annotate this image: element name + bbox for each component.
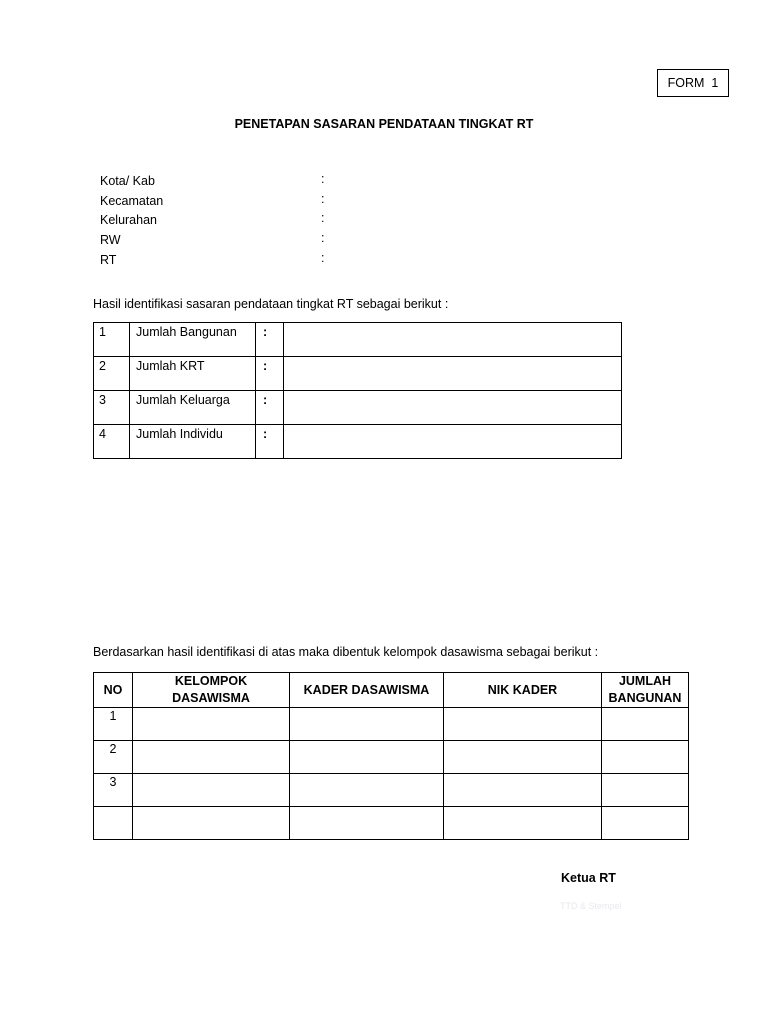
field-colon-kelurahan: : — [321, 211, 325, 225]
row-number: 3 — [94, 391, 130, 425]
header-jumlah-line1: JUMLAH — [618, 674, 672, 688]
summary-table — [93, 322, 622, 459]
field-colon-kota: : — [321, 172, 325, 186]
jumlah-cell[interactable] — [602, 807, 689, 840]
row-label: Jumlah KRT — [130, 357, 256, 391]
kelompok-cell[interactable] — [133, 741, 290, 774]
jumlah-cell[interactable] — [602, 774, 689, 807]
nik-cell[interactable] — [444, 708, 602, 741]
field-label-kecamatan: Kecamatan — [100, 194, 164, 208]
row-number — [94, 807, 133, 840]
jumlah-cell[interactable] — [602, 708, 689, 741]
kader-cell[interactable] — [290, 741, 444, 774]
field-label-rt: RT — [100, 253, 117, 267]
table-row — [94, 807, 689, 840]
header-kelompok-line2: DASAWISMA — [172, 691, 250, 705]
kelompok-cell[interactable] — [133, 807, 290, 840]
row-number: 3 — [94, 774, 133, 807]
nik-cell[interactable] — [444, 807, 602, 840]
row-value[interactable] — [284, 425, 622, 459]
kader-cell[interactable] — [290, 807, 444, 840]
field-label-kelurahan: Kelurahan — [100, 213, 157, 227]
page-title: PENETAPAN SASARAN PENDATAAN TINGKAT RT — [234, 117, 534, 131]
header-kader: KADER DASAWISMA — [290, 673, 444, 708]
table-row — [94, 708, 689, 741]
row-colon: : — [256, 425, 284, 459]
row-number: 2 — [94, 357, 130, 391]
group-text: Berdasarkan hasil identifikasi di atas maka dibentuk kelompok dasawisma sebagai berikut : — [93, 645, 599, 659]
table-row — [94, 774, 689, 807]
jumlah-cell[interactable] — [602, 741, 689, 774]
table-row — [94, 741, 689, 774]
kader-cell[interactable] — [290, 774, 444, 807]
intro-text: Hasil identifikasi sasaran pendataan tingkat RT sebagai berikut : — [93, 297, 449, 311]
row-number: 1 — [94, 323, 130, 357]
nik-cell[interactable] — [444, 741, 602, 774]
kelompok-cell[interactable] — [133, 708, 290, 741]
table-row — [94, 357, 622, 391]
field-label-rw: RW — [100, 233, 121, 247]
row-value[interactable] — [284, 323, 622, 357]
table-row — [94, 323, 622, 357]
header-kelompok-line1: KELOMPOK — [174, 674, 248, 688]
header-jumlah-line2: BANGUNAN — [608, 691, 682, 705]
row-colon: : — [256, 323, 284, 357]
form-number-box: FORM 1 — [657, 69, 729, 97]
kader-cell[interactable] — [290, 708, 444, 741]
header-jumlah — [602, 673, 689, 708]
row-number: 2 — [94, 741, 133, 774]
field-colon-rw: : — [321, 231, 325, 245]
table-header-row — [94, 673, 689, 708]
header-nik: NIK KADER — [444, 673, 602, 708]
row-value[interactable] — [284, 391, 622, 425]
row-number: 1 — [94, 708, 133, 741]
row-colon: : — [256, 391, 284, 425]
signature-label: Ketua RT — [561, 871, 616, 885]
row-colon: : — [256, 357, 284, 391]
nik-cell[interactable] — [444, 774, 602, 807]
row-value[interactable] — [284, 357, 622, 391]
row-label: Jumlah Bangunan — [130, 323, 256, 357]
kelompok-cell[interactable] — [133, 774, 290, 807]
field-colon-kecamatan: : — [321, 192, 325, 206]
table-row — [94, 425, 622, 459]
header-kelompok — [133, 673, 290, 708]
header-no: NO — [94, 673, 133, 708]
dasawisma-table — [93, 672, 689, 840]
row-label: Jumlah Keluarga — [130, 391, 256, 425]
table-row — [94, 391, 622, 425]
row-number: 4 — [94, 425, 130, 459]
field-colon-rt: : — [321, 251, 325, 265]
row-label: Jumlah Individu — [130, 425, 256, 459]
signature-faint-text: TTD & Stempel — [560, 901, 622, 911]
field-label-kota: Kota/ Kab — [100, 174, 155, 188]
